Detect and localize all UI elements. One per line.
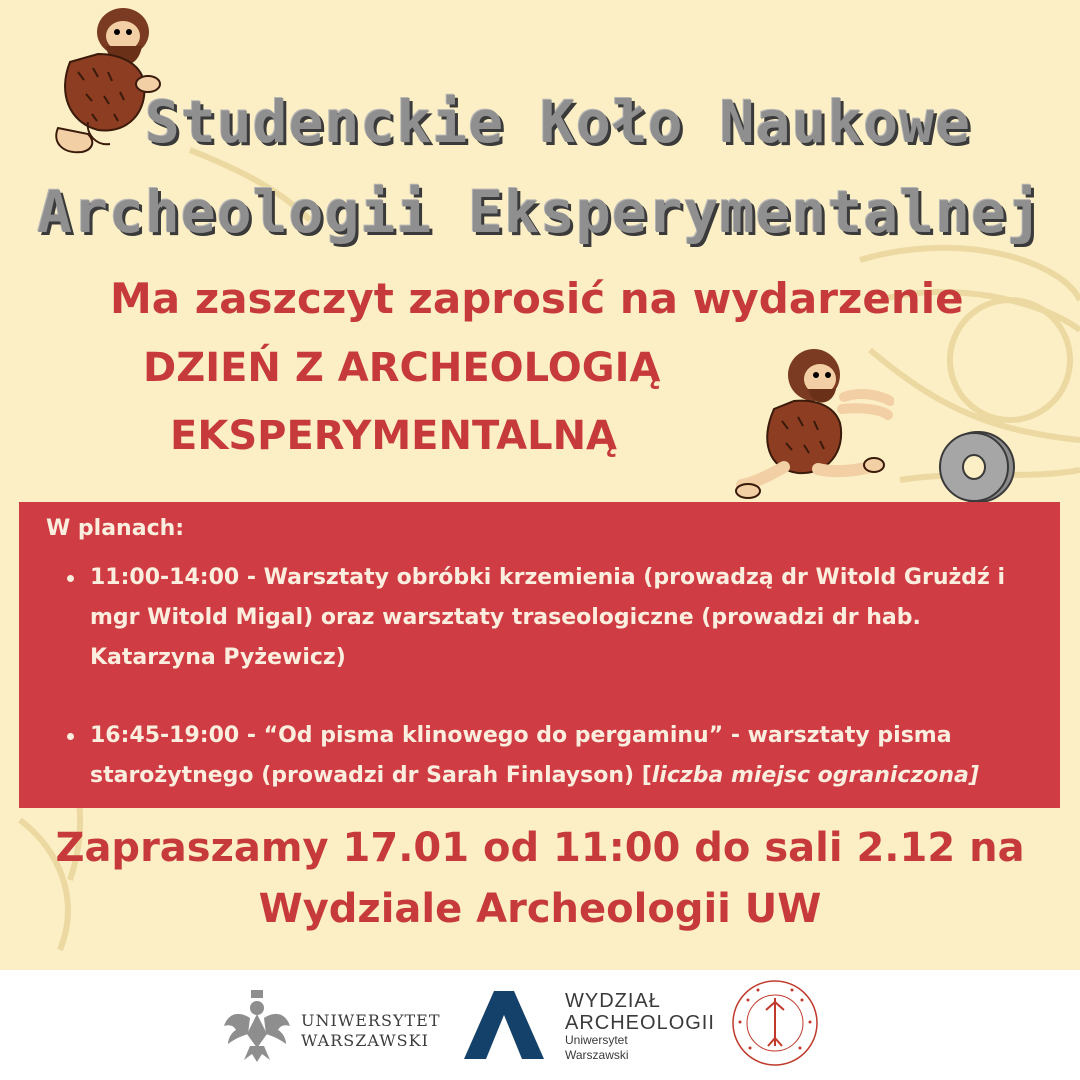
invitation-line: Ma zaszczyt zaprosić na wydarzenie	[110, 274, 964, 323]
faculty-logo-subtext	[565, 1033, 629, 1063]
caveman-running-illustration	[734, 345, 894, 503]
uw-logo-line-2: WARSZAWSKI	[301, 1031, 429, 1050]
faculty-logo-line-2: ARCHEOLOGII	[565, 1012, 715, 1034]
eagle-emblem-icon	[222, 988, 292, 1064]
event-name-line-2: EKSPERYMENTALNĄ	[170, 413, 618, 459]
plan-item-text: 11:00-14:00 - Warsztaty obróbki krzemienia (prowadzą dr Witold Grużdź i mgr Witold Migal) oraz warsztaty traseologiczne (prowadzi dr hab. Katarzyna Pyżewicz)	[90, 565, 1006, 670]
uw-logo-text	[301, 1011, 441, 1051]
plan-item	[67, 716, 1047, 796]
stone-wheel-icon	[936, 430, 1016, 504]
title-line-2: Archeologii Eksperymentalnej	[37, 178, 1043, 246]
plan-heading: W planach:	[46, 516, 185, 541]
event-name-line-1: DZIEŃ Z ARCHEOLOGIĄ	[143, 345, 661, 391]
uw-logo-line-1: UNIWERSYTET	[301, 1011, 441, 1030]
closing-line-2: Wydziale Archeologii UW	[258, 886, 822, 932]
sknae-seal-logo	[728, 976, 822, 1070]
faculty-logo-sub-line-2: Warszawski	[565, 1048, 629, 1062]
plan-item-text: 16:45-19:00 - “Od pisma klinowego do pergaminu” - warsztaty pisma starożytnego (prowadzi dr Sarah Finlayson) [	[90, 723, 952, 788]
faculty-logo-sub-line-1: Uniwersytet	[565, 1033, 628, 1047]
faculty-logo-line-1: WYDZIAŁ	[565, 990, 661, 1012]
plan-list	[67, 558, 1047, 796]
plan-item	[67, 558, 1047, 678]
faculty-logo-text	[565, 990, 715, 1034]
title-line-1: Studenckie Koło Naukowe	[144, 88, 972, 156]
faculty-a-logo-icon	[464, 991, 544, 1059]
closing-line-1: Zapraszamy 17.01 od 11:00 do sali 2.12 na	[55, 825, 1025, 871]
plan-panel	[19, 502, 1060, 808]
plan-item-note: liczba miejsc ograniczona]	[651, 763, 979, 788]
